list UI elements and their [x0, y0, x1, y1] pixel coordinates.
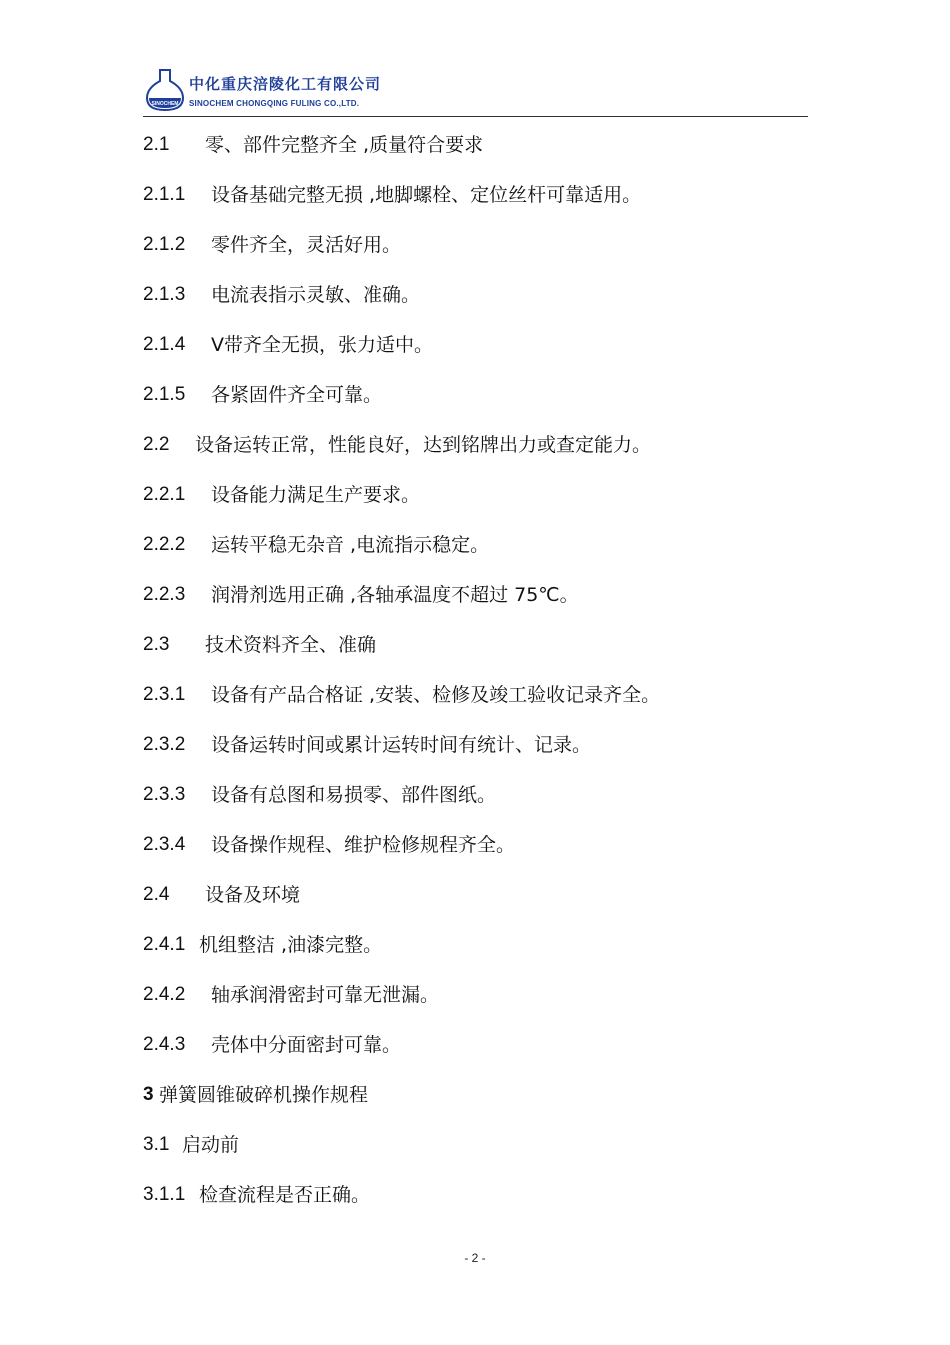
section-number: 3.1.1	[143, 1184, 186, 1205]
list-item	[143, 1130, 239, 1160]
list-item	[143, 280, 420, 310]
section-text: 零、部件完整齐全 ,质量符合要求	[205, 134, 484, 156]
logo-text: SINOCHEM	[151, 101, 179, 107]
section-text: 设备有产品合格证 ,安装、检修及竣工验收记录齐全。	[211, 684, 661, 706]
section-text: 轴承润滑密封可靠无泄漏。	[211, 984, 440, 1006]
list-item	[143, 730, 591, 760]
section-text: 设备有总图和易损零、部件图纸。	[211, 784, 497, 806]
section-number: 2.4.1	[143, 934, 186, 955]
list-item	[143, 780, 496, 810]
section-text: 润滑剂选用正确 ,各轴承温度不超过 75℃。	[211, 584, 579, 606]
section-number: 3.1	[143, 1134, 170, 1155]
list-item	[143, 830, 515, 860]
section-number: 2.1.5	[143, 384, 186, 405]
list-item	[143, 230, 401, 260]
section-text: 电流表指示灵敏、准确。	[211, 284, 421, 306]
section-number: 2.4	[143, 884, 170, 905]
section-number: 2.2.1	[143, 484, 186, 505]
section-number: 2.1	[143, 134, 170, 155]
section-number: 2.3.2	[143, 734, 186, 755]
section-text: 设备及环境	[205, 884, 301, 906]
section-text: 启动前	[182, 1134, 240, 1156]
section-text: 运转平稳无杂音 ,电流指示稳定。	[211, 534, 490, 556]
section-number: 2.3.4	[143, 834, 186, 855]
section-text: 设备运转时间或累计运转时间有统计、记录。	[211, 734, 592, 756]
list-item	[143, 1180, 370, 1210]
section-text: 壳体中分面密封可靠。	[211, 1034, 402, 1056]
document-header	[143, 68, 808, 116]
section-number: 2.3.1	[143, 684, 186, 705]
section-text: 技术资料齐全、准确	[205, 634, 377, 656]
section-text: V带齐全无损，张力适中。	[211, 334, 433, 356]
section-number: 2.2.2	[143, 534, 186, 555]
section-heading	[143, 1080, 368, 1110]
list-item	[143, 880, 300, 910]
list-item	[143, 1030, 401, 1060]
section-text: 零件齐全，灵活好用。	[211, 234, 402, 256]
section-text: 检查流程是否正确。	[199, 1184, 371, 1206]
list-item	[143, 580, 579, 610]
section-number: 2.3	[143, 634, 170, 655]
section-number: 2.1.3	[143, 284, 186, 305]
page-number: - 2 -	[464, 1251, 486, 1265]
section-number: 2.3.3	[143, 784, 186, 805]
section-text: 设备操作规程、维护检修规程齐全。	[211, 834, 516, 856]
company-name-en: SINOCHEM CHONGQING FULING CO.,LTD.	[189, 99, 360, 108]
list-item	[143, 630, 376, 660]
list-item	[143, 930, 382, 960]
list-item	[143, 480, 420, 510]
flask-logo-icon	[143, 68, 187, 112]
section-number: 3	[143, 1084, 154, 1105]
section-number: 2.2	[143, 434, 170, 455]
section-number: 2.2.3	[143, 584, 186, 605]
list-item	[143, 430, 651, 460]
section-number: 2.1.4	[143, 334, 186, 355]
section-text: 设备能力满足生产要求。	[211, 484, 421, 506]
section-number: 2.1.2	[143, 234, 186, 255]
section-text: 各紧固件齐全可靠。	[211, 384, 383, 406]
section-number: 2.1.1	[143, 184, 186, 205]
list-item	[143, 380, 382, 410]
list-item	[143, 330, 433, 360]
section-number: 2.4.3	[143, 1034, 186, 1055]
section-text: 设备基础完整无损 ,地脚螺栓、定位丝杆可靠适用。	[211, 184, 642, 206]
list-item	[143, 680, 660, 710]
list-item	[143, 980, 439, 1010]
header-divider	[143, 116, 808, 117]
section-text: 弹簧圆锥破碎机操作规程	[159, 1084, 369, 1106]
list-item	[143, 130, 483, 160]
section-text: 设备运转正常，性能良好，达到铭牌出力或查定能力。	[195, 434, 652, 456]
section-number: 2.4.2	[143, 984, 186, 1005]
section-text: 机组整洁 ,油漆完整。	[199, 934, 383, 956]
list-item	[143, 530, 489, 560]
list-item	[143, 180, 641, 210]
company-name-cn: 中化重庆涪陵化工有限公司	[189, 75, 382, 93]
